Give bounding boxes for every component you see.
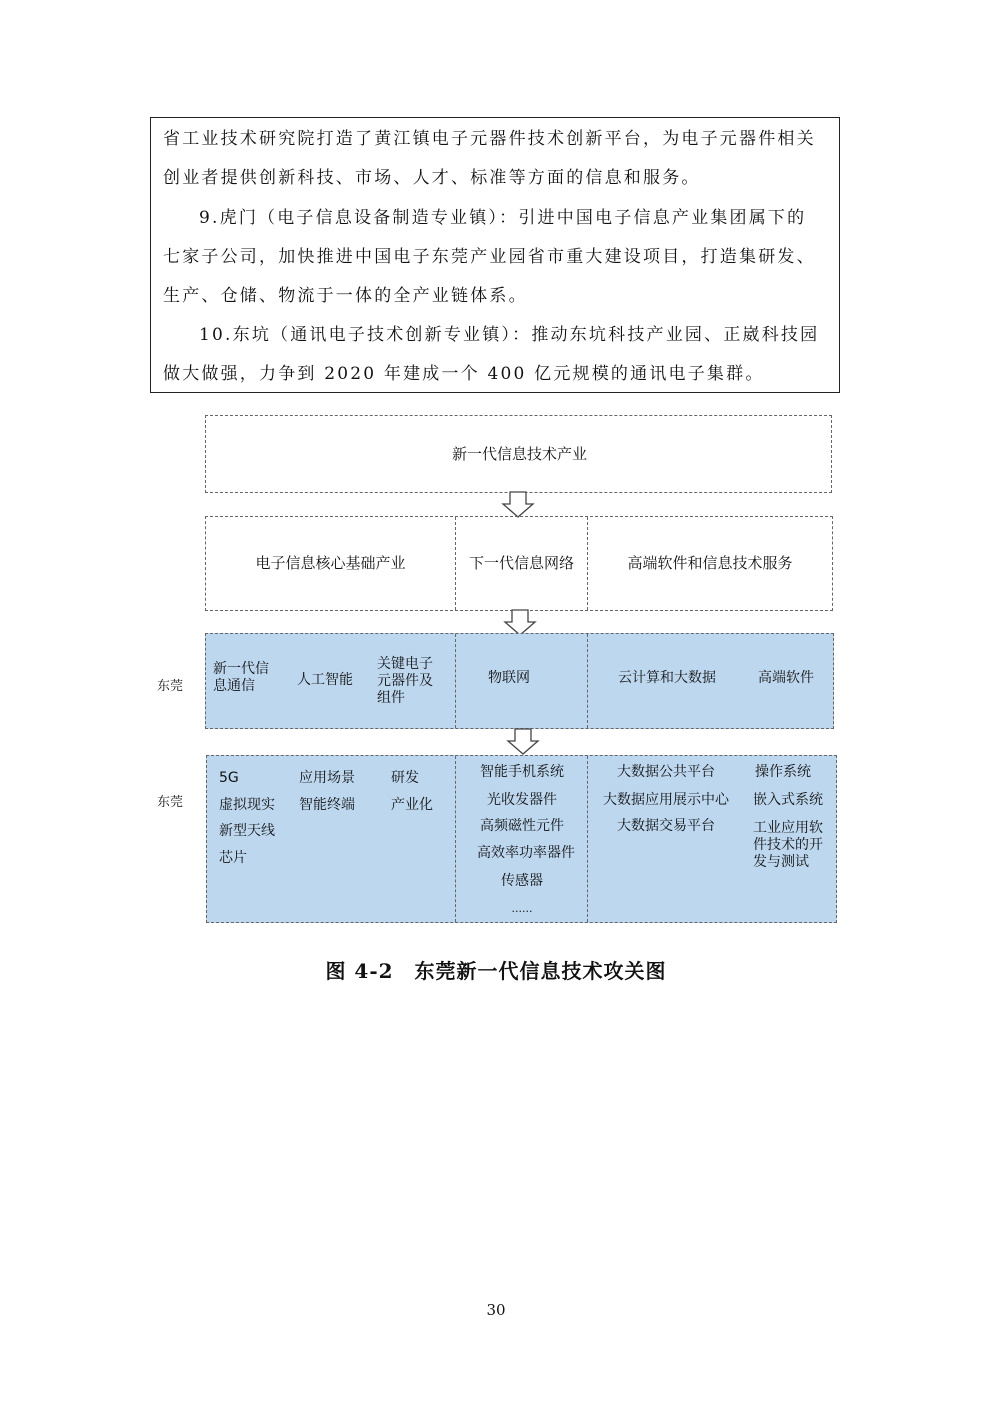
side-label: 东莞 xyxy=(157,679,184,694)
level4-item: 光收发器件 xyxy=(487,792,557,808)
level4-item: 工业应用软 件技术的开 发与测试 xyxy=(753,820,823,870)
side-label: 东莞 xyxy=(157,795,184,810)
level4-item: 操作系统 xyxy=(755,764,811,780)
level2-core-industry: 电子信息核心基础产业 xyxy=(255,554,406,572)
figure-caption: 图 4-2 东莞新一代信息技术攻关图 xyxy=(325,959,667,983)
divider xyxy=(587,634,588,728)
text-line: 做大做强，力争到 2020 年建成一个 400 亿元规模的通讯电子集群。 xyxy=(163,364,765,384)
level3-item: 物联网 xyxy=(488,670,530,686)
level3-item: 关键电子 元器件及 组件 xyxy=(377,656,433,706)
level2-next-network: 下一代信息网络 xyxy=(468,554,574,572)
text-line: 创业者提供创新科技、市场、人才、标准等方面的信息和服务。 xyxy=(163,168,701,188)
diagram-top-label: 新一代信息技术产业 xyxy=(451,445,587,463)
divider xyxy=(587,756,588,922)
level4-item: 高频磁性元件 xyxy=(480,818,564,834)
level4-item: 传感器 xyxy=(501,873,543,889)
down-arrow-icon xyxy=(506,728,540,756)
level4-col2: 应用场景 智能终端 xyxy=(299,770,355,813)
level4-item: 嵌入式系统 xyxy=(753,792,823,808)
level4-col1: 5G 虚拟现实 新型天线 芯片 xyxy=(219,770,275,866)
diagram-top-box xyxy=(205,415,832,493)
level3-item: 高端软件 xyxy=(758,670,814,686)
text-line: 七家子公司，加快推进中国电子东莞产业园省市重大建设项目，打造集研发、 xyxy=(163,247,816,267)
down-arrow-icon xyxy=(501,491,535,519)
divider xyxy=(455,756,456,922)
level4-item: 大数据应用展示中心 xyxy=(603,792,729,808)
text-line: 生产、仓储、物流于一体的全产业链体系。 xyxy=(163,286,528,306)
level4-col3: 研发 产业化 xyxy=(391,770,433,813)
diagram-level3-box xyxy=(205,633,834,729)
level4-item: 智能手机系统 xyxy=(480,764,564,780)
level4-item: 大数据交易平台 xyxy=(617,818,715,834)
level4-item: 高效率功率器件 xyxy=(477,845,575,861)
level2-software-services: 高端软件和信息技术服务 xyxy=(627,554,793,572)
level3-item: 人工智能 xyxy=(297,672,353,688)
level4-item: 大数据公共平台 xyxy=(617,764,715,780)
diagram-level2-box xyxy=(205,516,833,611)
text-line: 省工业技术研究院打造了黄江镇电子元器件技术创新平台，为电子元器件相关 xyxy=(163,129,816,149)
page-number: 30 xyxy=(486,1301,506,1319)
diagram-level4-box xyxy=(206,755,837,923)
level3-item: 新一代信 息通信 xyxy=(213,661,269,694)
divider xyxy=(455,634,456,728)
text-box xyxy=(150,117,840,393)
text-line: 10.东坑（通讯电子技术创新专业镇）：推动东坑科技产业园、正崴科技园 xyxy=(199,325,820,345)
text-line: 9.虎门（电子信息设备制造专业镇）：引进中国电子信息产业集团属下的 xyxy=(199,208,807,228)
level3-item: 云计算和大数据 xyxy=(618,670,716,686)
level4-item: ...... xyxy=(511,902,533,915)
